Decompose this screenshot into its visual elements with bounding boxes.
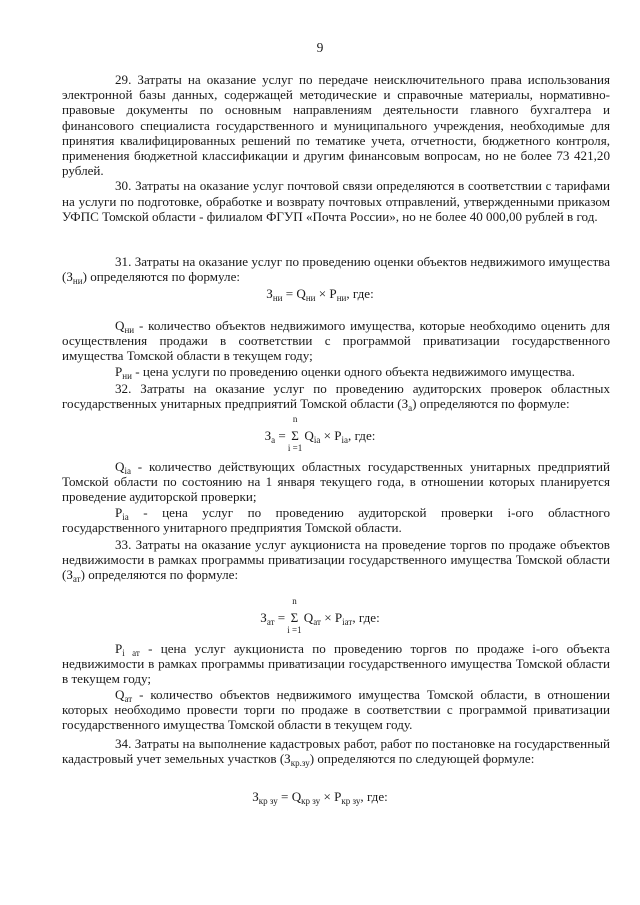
page-number: 9 bbox=[316, 40, 324, 55]
paragraph-34-intro: 34. Затраты на выполнение кадастровых работ, работ по постановке на государственный кадастровый учет земельных участков $(З_{кр.зу})$ определяются по следующей формуле: bbox=[62, 736, 610, 769]
formula-31: $З_{ни} = Q_{ни} \times P_{ни}$, где: bbox=[266, 286, 374, 303]
formula-32: $З_а$ = n Σ i =1 $Q_{ia} \times P_{ia}$, где: bbox=[264, 414, 376, 453]
paragraph-32-intro: 32. Затраты на оказание услуг по проведению аудиторских проверок областных государственных унитарных предприятий Томской области $(З_а)$ определяются по формуле: bbox=[62, 381, 610, 414]
paragraph-29: 29. Затраты на оказание услуг по передаче неисключительного права использования электронной базы данных, содержащей методические и справочные материалы, нормативно-правовые документы по основным направлениям деятельности главного бухгалтера и финансового специалиста государственного и муниципального учреждения, необходимые для принятия квалифицированных решений по тематике учета, отчетности, бюджетного контроля, применения бюджетной классификации и другим финансовым вопросам, но не более 73 421,20 рублей. bbox=[62, 72, 610, 179]
paragraph-31-intro: 31. Затраты на оказание услуг по проведению оценки объектов недвижимого имущества $(З_{ни})$ определяются по формуле: bbox=[62, 254, 610, 287]
text-block-29-30 bbox=[62, 72, 610, 224]
sum-symbol: n Σ i =1 bbox=[287, 414, 303, 453]
paragraph-31-defs bbox=[62, 318, 610, 379]
definition-p-ia: $P_{ia}$ - цена услуг по проведению аудиторской проверки i-ого областного государственного унитарного предприятия Томской области. bbox=[62, 504, 610, 535]
definition-p-at: $P_{i ат}$ - цена услуг аукциониста по проведению торгов по продаже i-ого объекта недвижимости в рамках программы приватизации государственного имущества Томской области в текущем году; bbox=[62, 641, 610, 687]
definition-q-ia: $Q_{ia}$ - количество действующих областных государственных унитарных предприятий Томской области по состоянию на 1 января текущего года, в отношении которых планируется проведение аудиторской проверки; bbox=[62, 459, 610, 505]
formula-34: $З_{кр зу} = Q_{кр зу} \times P_{кр зу}$, где: bbox=[252, 789, 388, 806]
definition-q-ni: $Q_{ни}$ - количество объектов недвижимого имущества, которые необходимо оценить для осуществления продажи в соответствии с программой приватизации государственного имущества Томской области в текущем году; bbox=[62, 318, 610, 364]
paragraph-33-defs bbox=[62, 641, 610, 732]
paragraph-30: 30. Затраты на оказание услуг почтовой связи определяются в соответствии с тарифами на услуги по подготовке, обработке и возврату почтовых отправлений, утвержденными приказом УФПС Томской области - филиалом ФГУП «Почта России», но не более 40 000,00 рублей в год. bbox=[62, 178, 610, 224]
sum-symbol: n Σ i =1 bbox=[287, 596, 302, 635]
paragraph-32-defs bbox=[62, 459, 610, 535]
definition-q-at: $Q_{ат}$ - количество объектов недвижимого имущества Томской области, в отношении которых необходимо провести торги по продаже в соответствии с программой приватизации государственного имущества Томской области в текущем году. bbox=[62, 686, 610, 733]
formula-33: $З_{ат}$ = n Σ i =1 $Q_{ат} \times P_{iат}$, где: bbox=[260, 596, 380, 635]
definition-p-ni: $P_{ни}$ - цена услуги по проведению оценки одного объекта недвижимого имущества. bbox=[115, 363, 575, 381]
paragraph-33-intro: 33. Затраты на оказание услуг аукциониста на проведение торгов по продаже объектов недвижимости в рамках программы приватизации государственного имущества Томской области $(З_{ат})$ определяются по формуле: bbox=[62, 537, 610, 585]
